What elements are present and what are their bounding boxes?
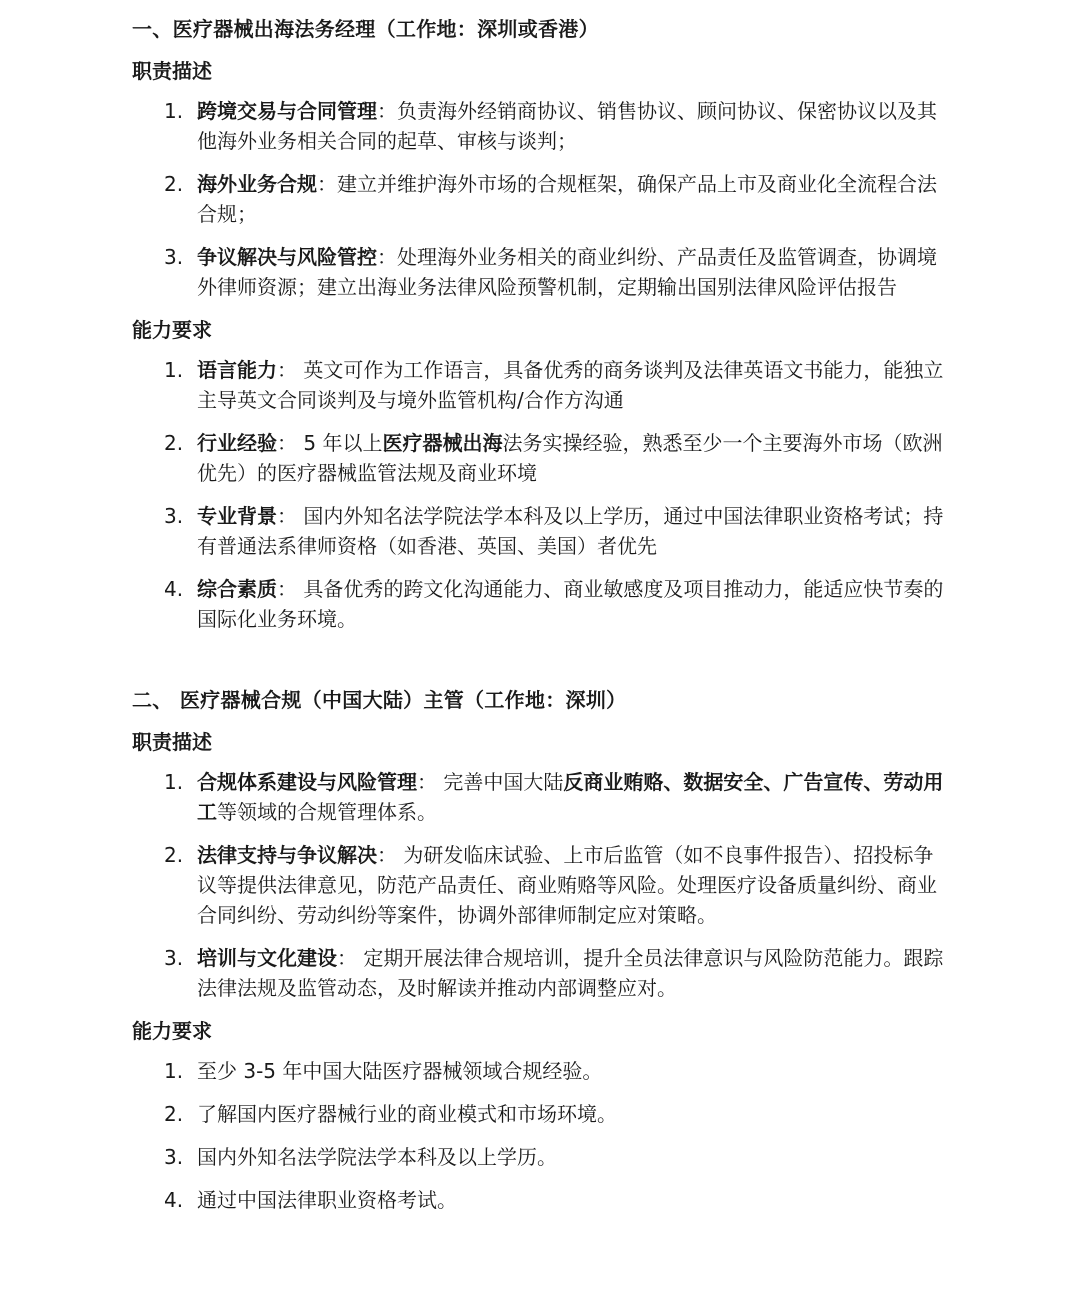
item-text: 通过中国法律职业资格考试。 [197, 1188, 457, 1212]
list-item [132, 242, 950, 302]
list-item [132, 169, 950, 229]
section-1-title: 一、医疗器械出海法务经理（工作地：深圳或香港） [132, 17, 599, 41]
item-text: ： 完善中国大陆 [417, 770, 564, 794]
list-number: 3. [164, 946, 184, 970]
list-item [132, 1099, 950, 1129]
item-lead: 法律支持与争议解决 [197, 843, 377, 867]
item-text: 国内外知名法学院法学本科及以上学历。 [197, 1145, 557, 1169]
section-2-title: 二、 医疗器械合规（中国大陆）主管（工作地：深圳） [132, 688, 627, 712]
section-1-duties-heading: 职责描述 [132, 59, 212, 83]
item-emphasis: 反商业贿赂、数据安全、广告宣传、劳动用工 [197, 770, 944, 824]
list-number: 1. [164, 358, 184, 382]
list-item [132, 1142, 950, 1172]
item-lead: 语言能力 [197, 358, 277, 382]
list-number: 3. [164, 1145, 184, 1169]
section-2-duties-heading: 职责描述 [132, 730, 212, 754]
item-text: ： 具备优秀的跨文化沟通能力、商业敏感度及项目推动力，能适应快节奏的国际化业务环境。 [197, 577, 944, 631]
list-item [132, 355, 950, 415]
list-item [132, 96, 950, 156]
item-text: ： 英文可作为工作语言，具备优秀的商务谈判及法律英语文书能力，能独立主导英文合同谈判及与境外监管机构/合作方沟通 [197, 358, 944, 412]
item-lead: 培训与文化建设 [197, 946, 337, 970]
item-text: ： 定期开展法律合规培训，提升全员法律意识与风险防范能力。跟踪法律法规及监管动态，及时解读并推动内部调整应对。 [197, 946, 944, 1000]
section-1-requirements-list [132, 355, 950, 634]
item-text: 至少 3-5 年中国大陆医疗器械领域合规经验。 [197, 1059, 603, 1083]
list-number: 2. [164, 843, 184, 867]
item-text-tail: 法务实操经验，熟悉至少一个主要海外市场（欧洲优先）的医疗器械监管法规及商业环境 [197, 431, 943, 485]
item-text: ： 国内外知名法学院法学本科及以上学历，通过中国法律职业资格考试；持有普通法系律师资格（如香港、英国、美国）者优先 [197, 504, 944, 558]
item-emphasis: 医疗器械出海 [382, 431, 503, 455]
item-lead: 合规体系建设与风险管理 [197, 770, 417, 794]
section-2-requirements-heading: 能力要求 [132, 1019, 212, 1043]
item-text: 了解国内医疗器械行业的商业模式和市场环境。 [197, 1102, 617, 1126]
list-number: 1. [164, 770, 184, 794]
list-item [132, 574, 950, 634]
section-2-requirements-list [132, 1056, 950, 1215]
list-number: 3. [164, 245, 184, 269]
item-text: ：建立并维护海外市场的合规框架，确保产品上市及商业化全流程合法合规； [197, 172, 937, 226]
item-lead: 海外业务合规 [197, 172, 317, 196]
list-number: 2. [164, 1102, 184, 1126]
item-text: ：负责海外经销商协议、销售协议、顾问协议、保密协议以及其他海外业务相关合同的起草、审核与谈判； [197, 99, 937, 153]
section-1-duties-list [132, 96, 950, 302]
list-number: 2. [164, 431, 184, 455]
list-number: 1. [164, 1059, 184, 1083]
item-text: ：处理海外业务相关的商业纠纷、产品责任及监管调查，协调境外律师资源；建立出海业务法律风险预警机制，定期输出国别法律风险评估报告 [197, 245, 937, 299]
item-lead: 跨境交易与合同管理 [197, 99, 377, 123]
item-text: ： 为研发临床试验、上市后监管（如不良事件报告）、招投标争议等提供法律意见，防范产品责任、商业贿赂等风险。处理医疗设备质量纠纷、商业合同纠纷、劳动纠纷等案件，协调外部律师制定应对策略。 [197, 843, 937, 927]
list-item [132, 428, 950, 488]
list-item [132, 1185, 950, 1215]
list-item [132, 767, 950, 827]
list-item [132, 1056, 950, 1086]
item-lead: 综合素质 [197, 577, 277, 601]
item-text-tail: 等领域的合规管理体系。 [217, 800, 437, 824]
item-text: ： 5 年以上 [277, 431, 383, 455]
list-number: 3. [164, 504, 184, 528]
list-item [132, 840, 950, 930]
section-1-requirements-heading: 能力要求 [132, 318, 212, 342]
list-item [132, 943, 950, 1003]
list-number: 2. [164, 172, 184, 196]
list-item [132, 501, 950, 561]
section-2-duties-list [132, 767, 950, 1003]
list-number: 4. [164, 577, 184, 601]
item-lead: 争议解决与风险管控 [197, 245, 377, 269]
item-lead: 行业经验 [197, 431, 277, 455]
list-number: 4. [164, 1188, 184, 1212]
list-number: 1. [164, 99, 184, 123]
section-spacer [132, 647, 950, 685]
item-lead: 专业背景 [197, 504, 277, 528]
